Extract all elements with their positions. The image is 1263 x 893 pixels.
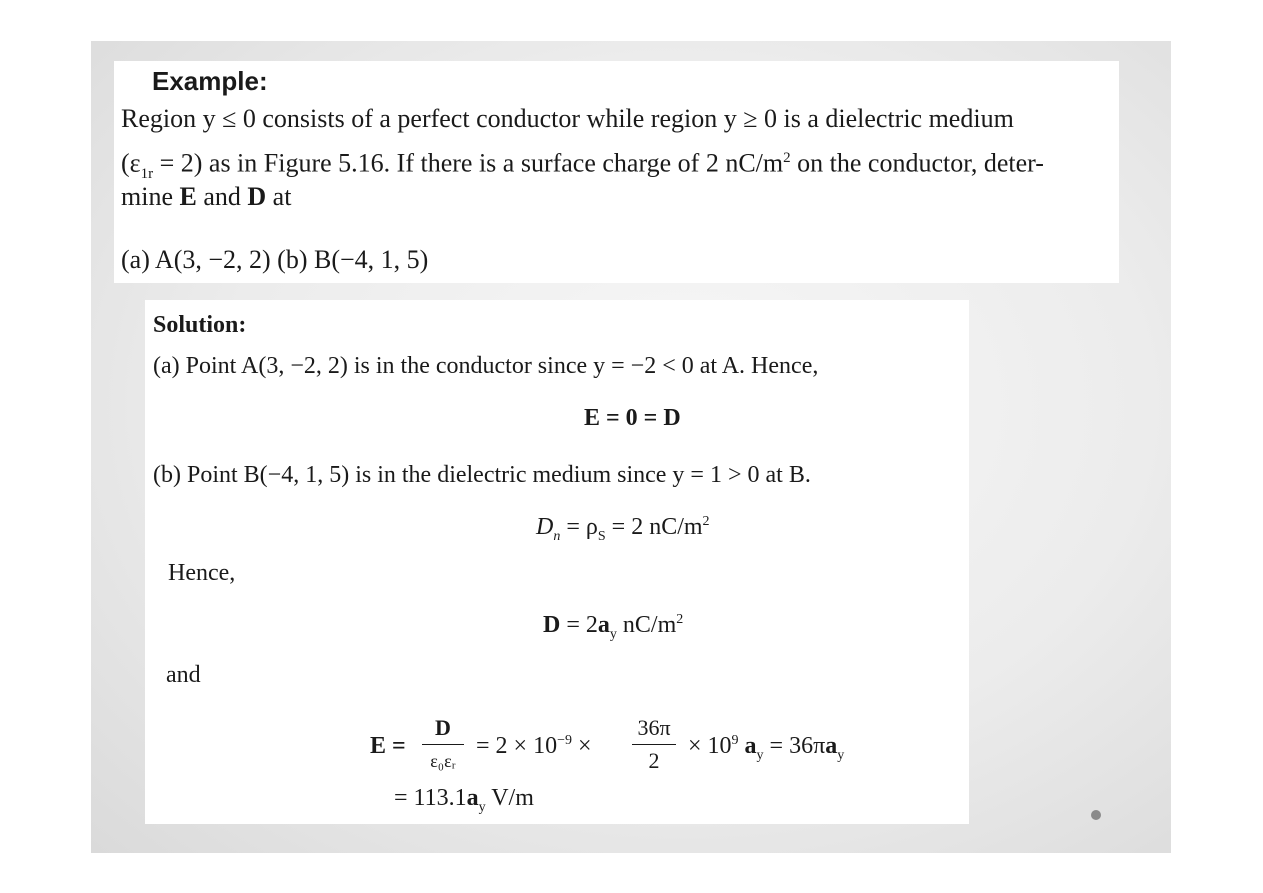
hence-label: Hence,: [168, 560, 236, 586]
equation-dn: $D_n = \rho_S = 2$ $nC/m^2$: [536, 514, 710, 544]
equation-e-right: × $10^9$ $a_y = 36\pi a_y$: [688, 733, 845, 763]
equation-d: $D = 2a_y$ $nC/m^2$: [543, 612, 684, 642]
example-line-2: $(\varepsilon_{1r} = 2)$ as in Figure 5.16. If there is a surface charge of 2 $nC/m^2$ on the conductor, deter-: [121, 148, 1044, 182]
fraction-36pi-over-2: 36π 2: [632, 716, 676, 773]
equation-e-lhs: E =: [370, 733, 406, 759]
slide-dot-marker: [1091, 810, 1101, 820]
solution-part-b: (b) Point B(−4, 1, 5) is in the dielectric medium since y = 1 > 0 at B.: [153, 462, 811, 488]
equation-e-middle: = $2 \times 10^{-9}$ ×: [476, 733, 592, 759]
fraction-d-over-eps: D ε₀εᵣ: [422, 716, 464, 773]
example-parts: (a) A(3, −2, 2) (b) B(−4, 1, 5): [121, 245, 429, 274]
solution-heading: Solution:: [153, 312, 247, 338]
equation-a: E = 0 = D: [584, 405, 681, 431]
solution-part-a: (a) Point A(3, −2, 2) is in the conductor since y = −2 < 0 at A. Hence,: [153, 353, 819, 379]
and-label: and: [166, 662, 201, 688]
equation-e-result: = $113.1a_y$ V/m: [394, 785, 534, 815]
example-heading: Example:: [152, 66, 268, 96]
example-line-3: mine E and D at: [121, 182, 292, 211]
example-line-1: Region y ≤ 0 consists of a perfect conductor while region y ≥ 0 is a dielectric medium: [121, 104, 1014, 133]
